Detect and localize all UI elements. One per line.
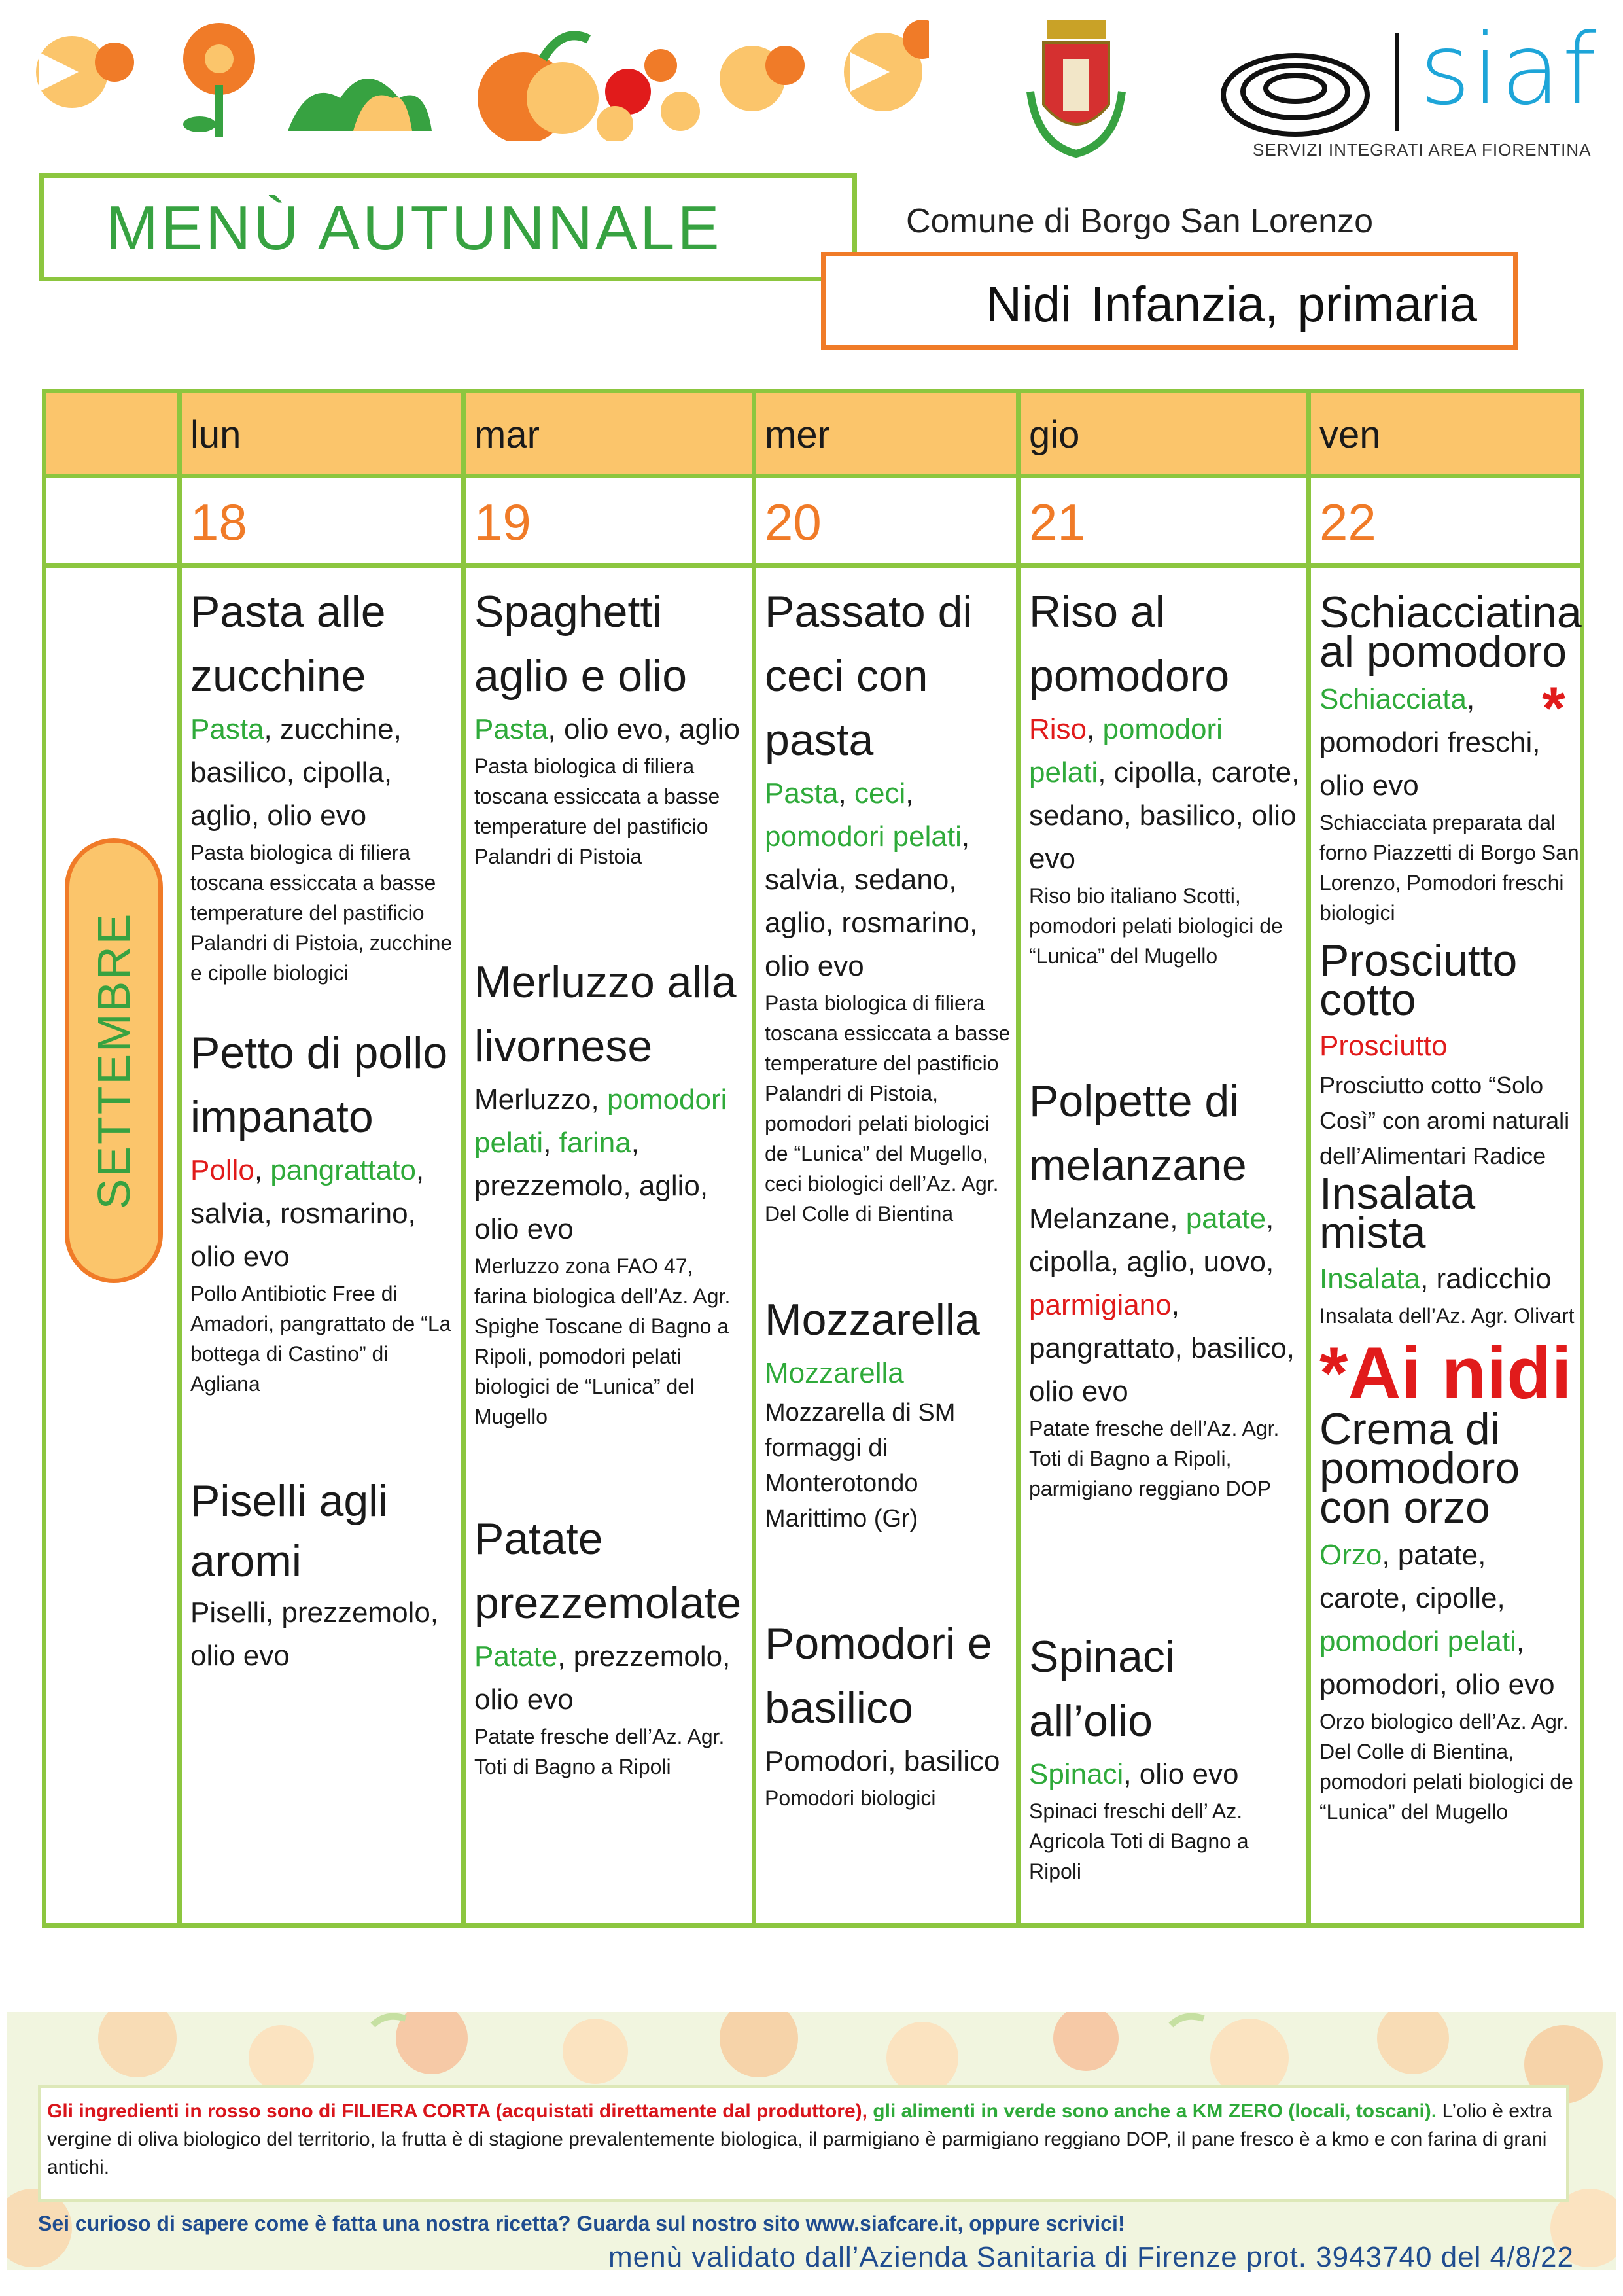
dish-title: Schiacciatina al pomodoro: [1319, 588, 1582, 677]
day-number-ven: 22: [1319, 493, 1376, 551]
menu-column-mar: [474, 580, 749, 1782]
title-box: [39, 173, 857, 281]
dish-ingredients: Melanzane, patate, cipolla, aglio, uovo, parmigiano, pangrattato, basilico, olio evo: [1029, 1203, 1295, 1407]
dish-ingredients: Pasta, ceci, pomodori pelati, salvia, sedano, aglio, rosmarino, olio evo: [765, 777, 978, 982]
column-divider: [177, 393, 182, 1923]
recipe-invite: Sei curioso di sapere come è fatta una nostra ricetta? Guarda sul nostro sito www.siafcare.it, oppure scrivici!: [38, 2212, 1125, 2235]
column-divider: [461, 393, 466, 1923]
dish-title: Spinaci all’olio: [1029, 1632, 1176, 1746]
dish-ingredients: Mozzarella: [765, 1357, 904, 1389]
dish-title: Insalata mista: [1319, 1169, 1476, 1258]
dish-title: Crema di pomodoro con orzo: [1319, 1404, 1520, 1532]
day-number-gio: 21: [1029, 493, 1086, 551]
day-number-lun: 18: [190, 493, 247, 551]
dish-ingredients: Pasta, zucchine, basilico, cipolla, aglio, olio evo: [190, 713, 402, 832]
dish-note: Pasta biologica di filiera toscana essiccata a basse temperature del pastificio Palandri di Pistoia: [474, 754, 720, 868]
day-number-mer: 20: [765, 493, 822, 551]
dish-note: Pasta biologica di filiera toscana essiccata a basse temperature del pastificio Palandri di Pistoia, zucchine e cipolle biologici: [190, 841, 453, 985]
dish-ingredients: Pasta, olio evo, aglio: [474, 713, 741, 745]
brand-subtitle: SERVIZI INTEGRATI AREA FIORENTINA: [1253, 140, 1592, 160]
dish-title: Pomodori e basilico: [765, 1619, 992, 1733]
dish-ingredients: Merluzzo, pomodori pelati, farina, prezzemolo, aglio, olio evo: [474, 1084, 727, 1245]
day-number-mar: 19: [474, 493, 531, 551]
asterisk-marker: *: [1542, 675, 1565, 742]
day-name-mer: mer: [765, 414, 830, 456]
dish-title: Mozzarella: [765, 1295, 980, 1345]
dish-ingredients: Piselli, prezzemolo, olio evo: [190, 1597, 439, 1672]
school-box: [821, 252, 1518, 350]
dish-ingredients: Prosciutto: [1319, 1030, 1448, 1062]
dish-title: Piselli agli aromi: [190, 1476, 389, 1586]
page-title: MENÙ AUTUNNALE: [106, 193, 722, 263]
dish-title: Pasta alle zucchine: [190, 587, 386, 701]
dish-title: Riso al pomodoro: [1029, 587, 1230, 701]
dish-note: Riso bio italiano Scotti, pomodori pelati biologici de “Lunica” del Mugello: [1029, 884, 1283, 968]
dish-note: Pollo Antibiotic Free di Amadori, pangrattato de “La bottega di Castino” di Agliana: [190, 1282, 451, 1396]
comune-label: Comune di Borgo San Lorenzo: [906, 202, 1374, 240]
dish-note: Patate fresche dell’Az. Agr. Toti di Bagno a Ripoli: [474, 1725, 725, 1778]
fruit-decoration-banner: [0, 0, 929, 141]
nidi-label: *Ai nidi: [1319, 1332, 1572, 1414]
dish-note: Pasta biologica di filiera toscana essiccata a basse temperature del pastificio Palandri di Pistoia, pomodori pelati biologici de “Lunica” del Mugello, ceci biologici dell’Az. Agr. Del Colle di Bientina: [765, 991, 1011, 1226]
dish-title: Passato di ceci con pasta: [765, 587, 973, 765]
dish-note: Spinaci freschi dell’ Az. Agricola Toti di Bagno a Ripoli: [1029, 1799, 1249, 1883]
dish-ingredients: Schiacciata, pomodori freschi, olio evo: [1319, 683, 1541, 802]
column-divider: [1306, 393, 1311, 1923]
dish-ingredients: Pollo, pangrattato, salvia, rosmarino, olio evo: [190, 1154, 425, 1273]
menu-column-gio: [1029, 580, 1304, 1886]
dish-note: Prosciutto cotto “Solo Così” con aromi naturali dell’Alimentari Radice: [1319, 1072, 1570, 1169]
dish-title: Prosciutto cotto: [1319, 936, 1518, 1025]
validation-note: menù validato dall’Azienda Sanitaria di Firenze prot. 3943740 del 4/8/22: [608, 2241, 1574, 2273]
day-name-lun: lun: [190, 414, 241, 456]
dish-title: Merluzzo alla livornese: [474, 957, 737, 1071]
day-name-mar: mar: [474, 414, 540, 456]
menu-column-mer: [765, 580, 1013, 1813]
dish-ingredients: Orzo, patate, carote, cipolle, pomodori pelati, pomodori, olio evo: [1319, 1539, 1555, 1701]
column-divider: [752, 393, 756, 1923]
dish-note: Orzo biologico dell’Az. Agr. Del Colle di Bientina, pomodori pelati biologici de “Lunica” del Mugello: [1319, 1710, 1573, 1824]
month-label: SETTEMBRE: [88, 911, 139, 1210]
dish-note: Mozzarella di SM formaggi di Monterotondo Marittimo (Gr): [765, 1399, 956, 1532]
legend-notice: Gli ingredienti in rosso sono di FILIERA CORTA (acquistati direttamente dal produttore), gli alimenti in verde sono anche a KM ZERO (locali, toscani). L’olio è extra vergine di oliva biologico del territorio, la frutta è di stagione prevalentemente biologica, il parmigiano è parmigiano reggiano DOP, il pane fresco è a kmo e con farina di grani antichi.: [38, 2085, 1569, 2202]
menu-column-lun: [190, 580, 459, 1678]
school-level: Nidi Infanzia, primaria: [986, 277, 1477, 332]
dish-title: Patate prezzemolate: [474, 1514, 742, 1628]
menu-grid: [42, 389, 1584, 1928]
dish-title: Polpette di melanzane: [1029, 1076, 1247, 1190]
day-name-ven: ven: [1319, 414, 1381, 456]
dish-title: Spaghetti aglio e olio: [474, 587, 688, 701]
dish-note: Merluzzo zona FAO 47, farina biologica dell’Az. Agr. Spighe Toscane di Bagno a Ripoli, pomodori pelati biologici de “Lunica” del Mugello: [474, 1254, 731, 1428]
month-pill: [65, 838, 163, 1283]
dish-ingredients: Pomodori, basilico: [765, 1745, 1000, 1777]
dish-note: Insalata dell’Az. Agr. Olivart: [1319, 1304, 1575, 1328]
dish-ingredients: Patate, prezzemolo, olio evo: [474, 1640, 731, 1716]
dish-ingredients: Spinaci, olio evo: [1029, 1758, 1239, 1790]
municipal-crest-icon: [1017, 13, 1135, 164]
dish-note: Schiacciata preparata dal forno Piazzetti di Borgo San Lorenzo, Pomodori freschi biologici: [1319, 811, 1579, 925]
day-name-gio: gio: [1029, 414, 1080, 456]
menu-column-ven: [1319, 580, 1581, 1827]
dish-title: Petto di pollo impanato: [190, 1028, 448, 1142]
dish-note: Pomodori biologici: [765, 1786, 936, 1810]
dish-ingredients: Insalata, radicchio: [1319, 1263, 1552, 1295]
column-divider: [1016, 393, 1021, 1923]
dish-note: Patate fresche dell’Az. Agr. Toti di Bagno a Ripoli, parmigiano reggiano DOP: [1029, 1417, 1280, 1500]
dish-ingredients: Riso, pomodori pelati, cipolla, carote, sedano, basilico, olio evo: [1029, 713, 1300, 875]
brand-name: siaf: [1420, 13, 1598, 127]
